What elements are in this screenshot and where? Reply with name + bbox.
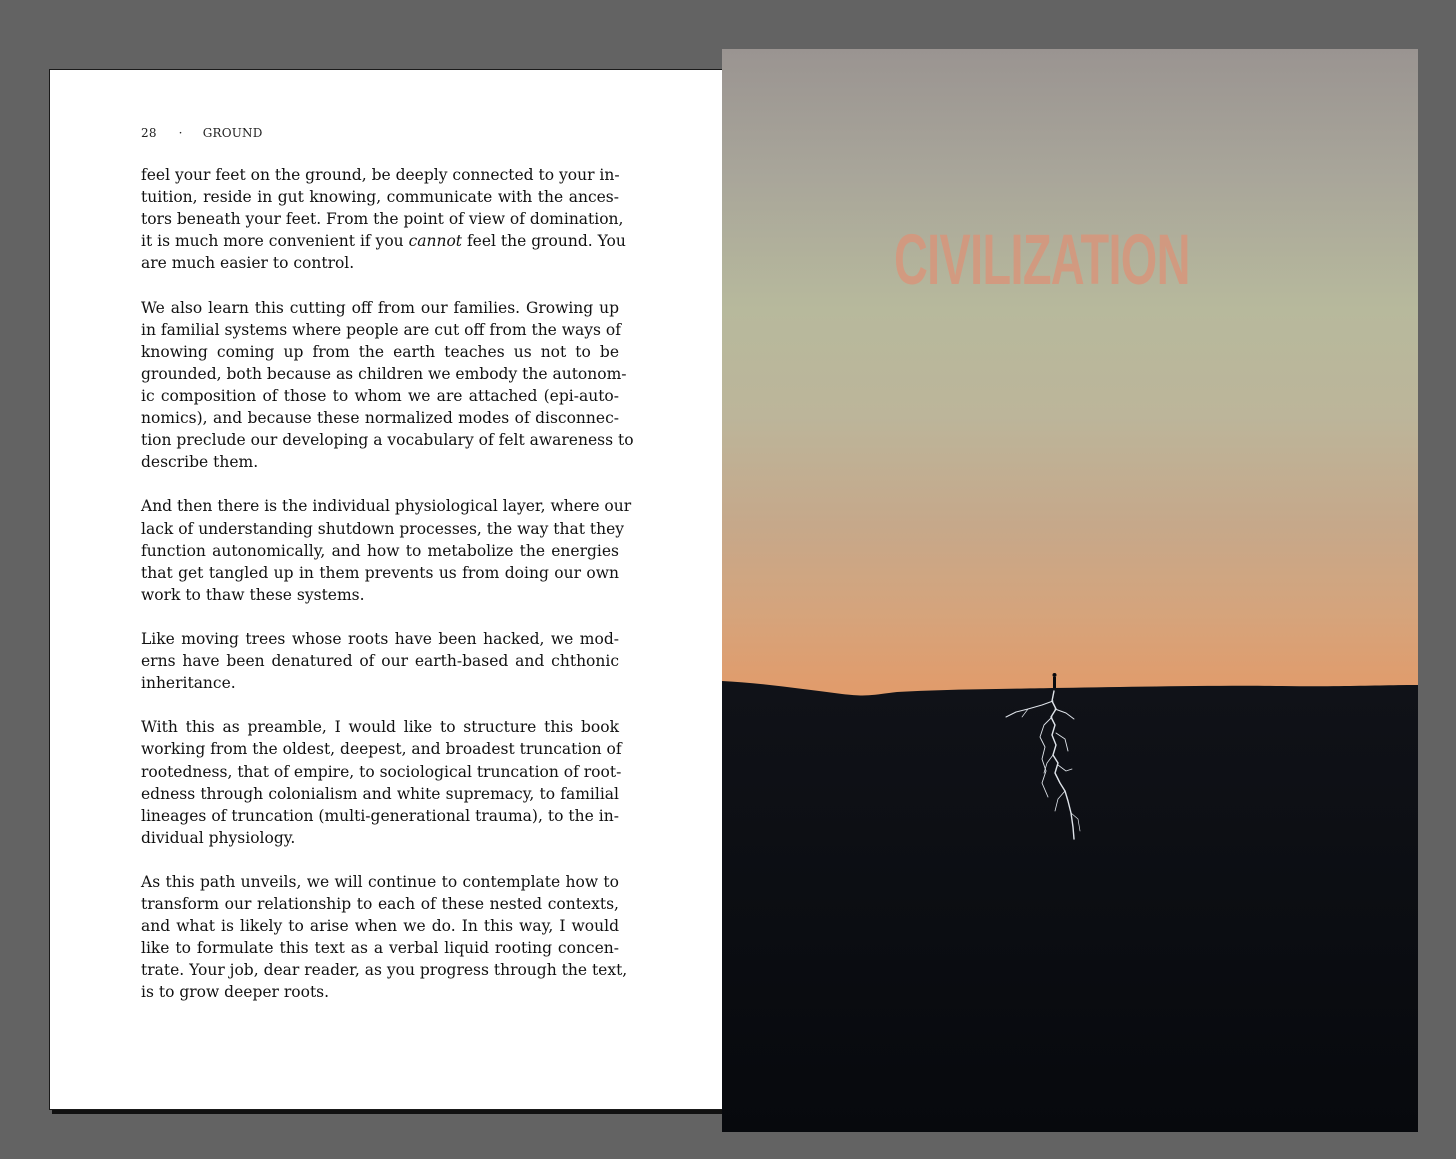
emphasis-text: cannot — [408, 232, 463, 251]
body-text — [141, 164, 634, 1026]
text-line: transform our relationship to each of these nested contexts, — [141, 895, 619, 914]
text-line: erns have been denatured of our earth-based and chthonic — [141, 652, 619, 671]
text-line: grounded, both because as children we embody the autonom- — [141, 364, 627, 383]
paragraph — [141, 716, 622, 849]
text-line: Like moving trees whose roots have been hacked, we mod- — [141, 629, 619, 648]
header-separator: · — [178, 126, 183, 140]
text-line: work to thaw these systems. — [141, 585, 365, 604]
text-line — [141, 230, 626, 252]
text-line: With this as preamble, I would like to structure this book — [141, 718, 619, 737]
section-title: GROUND — [202, 126, 263, 140]
text-line: tors beneath your feet. From the point of view of domination, — [141, 210, 624, 229]
photo-page — [722, 49, 1418, 1132]
text-line: working from the oldest, deepest, and broadest truncation of — [141, 740, 622, 759]
text-line: dividual physiology. — [141, 828, 296, 847]
human-figure — [1053, 673, 1057, 688]
text-line: tion preclude our developing a vocabulary of felt awareness to — [141, 431, 634, 450]
text-line: inheritance. — [141, 674, 236, 693]
text-line: lack of understanding shutdown processes, the way that they — [141, 519, 625, 538]
paragraph — [141, 495, 632, 605]
photo-title: CIVILIZATION — [894, 221, 1190, 300]
text-line: describe them. — [141, 453, 259, 472]
text-line: rootedness, that of empire, to sociological truncation of root- — [141, 762, 622, 781]
text-line: is to grow deeper roots. — [141, 983, 330, 1002]
paragraph — [141, 297, 634, 474]
running-head — [141, 126, 263, 140]
text-page — [49, 69, 723, 1110]
text-line: trate. Your job, dear reader, as you progress through the text, — [141, 961, 628, 980]
page-number: 28 — [141, 126, 157, 140]
text-line: nomics), and because these normalized modes of disconnec- — [141, 409, 619, 428]
text-line: lineages of truncation (multi-generational trauma), to the in- — [141, 806, 619, 825]
text-run: feel the ground. You — [462, 232, 626, 251]
desert-photo — [722, 49, 1418, 1132]
text-run: it is much more convenient if you — [141, 232, 409, 251]
text-line: knowing coming up from the earth teaches us not to be — [141, 342, 619, 361]
text-line: like to formulate this text as a verbal liquid rooting concen- — [141, 939, 619, 958]
dune-silhouette — [722, 681, 1418, 1132]
text-line: And then there is the individual physiological layer, where our — [141, 497, 632, 516]
text-line: feel your feet on the ground, be deeply connected to your in- — [141, 166, 620, 184]
text-line: As this path unveils, we will continue to contemplate how to — [141, 873, 619, 891]
text-line: ic composition of those to whom we are attached (epi-auto- — [141, 386, 619, 405]
text-line: are much easier to control. — [141, 254, 355, 273]
text-line: and what is likely to arise when we do. In this way, I would — [141, 917, 619, 936]
text-line: tuition, reside in gut knowing, communicate with the ances- — [141, 188, 619, 207]
paragraph — [141, 164, 626, 274]
text-line: in familial systems where people are cut off from the ways of — [141, 320, 621, 339]
paragraph — [141, 628, 619, 694]
text-line: that get tangled up in them prevents us from doing our own — [141, 563, 619, 582]
paragraph — [141, 871, 628, 1004]
text-line: function autonomically, and how to metabolize the energies — [141, 541, 619, 560]
text-line: We also learn this cutting off from our families. Growing up — [141, 298, 619, 317]
text-line: edness through colonialism and white supremacy, to familial — [141, 784, 619, 803]
